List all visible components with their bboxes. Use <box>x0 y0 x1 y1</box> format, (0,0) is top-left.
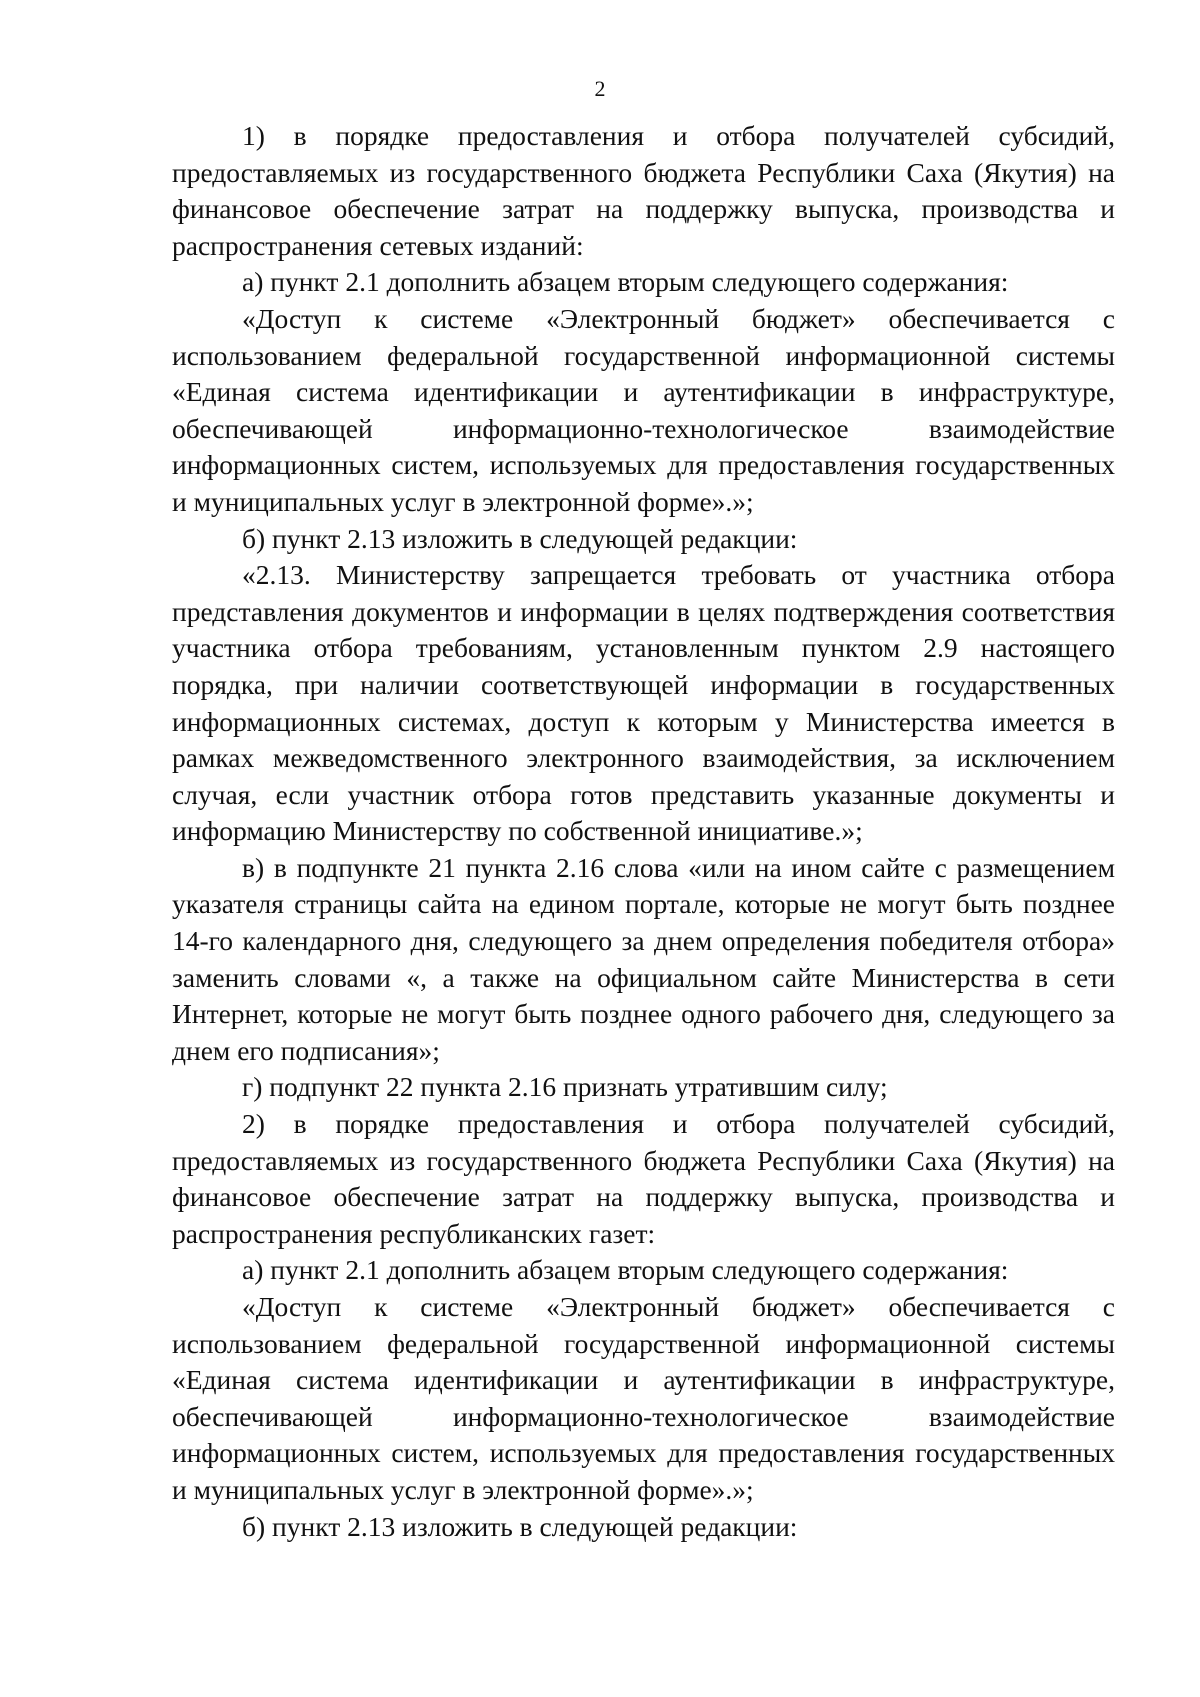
paragraph-4: б) пункт 2.13 изложить в следующей редакции: <box>242 522 798 554</box>
paragraph-6: в) в подпункте 21 пункта 2.16 слова «или на ином сайте с размещением указателя страницы сайта на едином портале, которые не могут быть позднее 14-го календарного дня, следующего за днем определения победителя отбора» заменить словами «, а также на официальном сайте Министерства в сети Интернет, которые не могут быть позднее одного рабочего дня, следующего за днем его подписания»; <box>172 851 1115 1066</box>
paragraph-3: «Доступ к системе «Электронный бюджет» обеспечивается с использованием федеральной государственной информационной системы «Единая система идентификации и аутентификации в инфраструктуре, обеспечивающей информационно-технологическое взаимодействие информационных систем, используемых для предоставления государственных и муниципальных услуг в электронной форме».»; <box>172 302 1115 517</box>
paragraph-8: 2) в порядке предоставления и отбора получателей субсидий, предоставляемых из государственного бюджета Республики Саха (Якутия) на финансовое обеспечение затрат на поддержку выпуска, производства и распространения республиканских газет: <box>172 1108 1115 1249</box>
document-body <box>172 118 1115 1545</box>
paragraph-5: «2.13. Министерству запрещается требовать от участника отбора представления документов и информации в целях подтверждения соответствия участника отбора требованиям, установленным пунктом 2.9 настоящего порядка, при наличии соответствующей информации в государственных информационных системах, доступ к которым у Министерства имеется в рамках межведомственного электронного взаимодействия, за исключением случая, если участник отбора готов представить указанные документы и информацию Министерству по собственной инициативе.»; <box>172 559 1115 847</box>
page-number: 2 <box>594 76 606 101</box>
paragraph-10: «Доступ к системе «Электронный бюджет» обеспечивается с использованием федеральной государственной информационной системы «Единая система идентификации и аутентификации в инфраструктуре, обеспечивающей информационно-технологическое взаимодействие информационных систем, используемых для предоставления государственных и муниципальных услуг в электронной форме».»; <box>172 1291 1115 1505</box>
paragraph-2: а) пункт 2.1 дополнить абзацем вторым следующего содержания: <box>242 266 1009 298</box>
paragraph-7: г) подпункт 22 пункта 2.16 признать утратившим силу; <box>242 1071 888 1103</box>
paragraph-1: 1) в порядке предоставления и отбора получателей субсидий, предоставляемых из государственного бюджета Республики Саха (Якутия) на финансовое обеспечение затрат на поддержку выпуска, производства и распространения сетевых изданий: <box>172 120 1115 261</box>
paragraph-9: а) пункт 2.1 дополнить абзацем вторым следующего содержания: <box>242 1254 1009 1286</box>
paragraph-11: б) пункт 2.13 изложить в следующей редакции: <box>242 1510 798 1542</box>
